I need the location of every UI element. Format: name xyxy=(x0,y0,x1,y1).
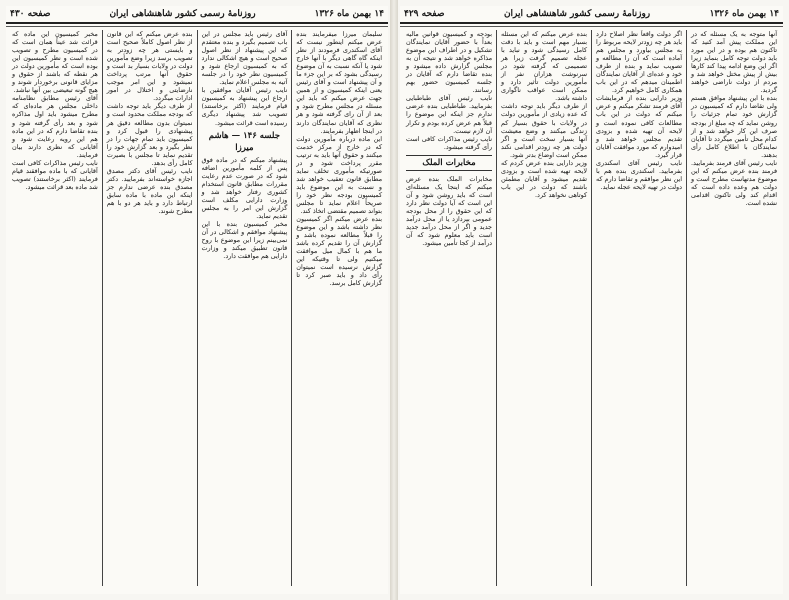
right-page xyxy=(400,6,783,594)
paragraph: سلیمان میرزا میفرمایند بنده عرض میکنم اینطور نیست که آقای اسکندری فرمودند از نظر اینکه گاه گاهی دیگر با آنها خارج شود یا آنکه نسبت به آن موضوع رسیدگی بشود که بر این جزء ما و آن پیشنهاد است و آقای رئیس یعنی اینکه کمیسیون و از همین جهت عرض میکنم که باید این مسئله در مجلس مطرح شود و بعد از آن رای گرفته شود و هر نظری که آقایان نمایندگان دارند در اینجا اظهار بفرمایند. xyxy=(296,30,382,135)
paragraph: از طرف دیگر باید توجه داشت که عده زیادی از مأمورین دولت در ولایات با حقوق بسیار کم زندگی میکنند و وضع معیشت آنها بسیار سخت است و اگر دولت هر چه زودتر اقدامی نکند ممکن است اوضاع بدتر شود. xyxy=(501,102,587,159)
paragraph: نایب رئیس آقای فرمند بفرمایید. فرمند بنده عرض میکنم که این موضوع مدتهاست مطرح است و دولت هم وعده داده است که اقدام کند ولی تاکنون اقدامی نشده است. xyxy=(691,158,777,207)
paragraph: بنده عرض میکنم که این مسئله بسیار مهم است و باید با دقت کامل رسیدگی شود و نباید با عجله تصمیم گرفت زیرا هر تصمیمی که گرفته شود در سرنوشت هزاران نفر از مأمورین دولت تأثیر دارد و ممکن است عواقب ناگواری داشته باشد. xyxy=(501,30,587,103)
left-column-3 xyxy=(103,30,198,586)
left-page-header xyxy=(6,6,388,24)
left-header-title: روزنامهٔ رسمی کشور شاهنشاهی ایران xyxy=(109,9,256,19)
section-subhead: مخابرات الملک xyxy=(406,155,492,171)
paragraph: بنده با این پیشنهاد موافق هستم ولی تقاضا دارم که کمیسیون در گزارش خود تمام جزئیات را روشن نماید که چه مبلغ از بودجه صرف این کار خواهد شد و از کدام محل تأمین میگردد تا آقایان نمایندگان با اطلاع کامل رأی بدهند. xyxy=(690,94,777,159)
paragraph: وزیر دارایی بنده عرض کردم که لایحه تهیه شده است و بزودی تقدیم میشود و آقایان مطمئن باشند که دولت در این باب کوتاهی نخواهد کرد. xyxy=(501,158,587,199)
right-column-1 xyxy=(687,30,781,586)
paragraph: این ماده درباره مأمورین دولت که در خارج از مرکز خدمت میکنند و حقوق آنها باید به ترتیب مقرر پرداخت شود و در صورتیکه مأموری تخلف نماید مطابق قانون تعقیب خواهد شد و نسبت به این موضوع باید کمیسیون بودجه نظر خود را صریحاً اعلام نماید تا مجلس بتواند تصمیم مقتضی اتخاذ کند. xyxy=(296,134,382,216)
left-page xyxy=(6,6,388,594)
paragraph: نایب رئیس آقای دکتر مصدق اجازه خواسته‌اند بفرمایید. دکتر مصدق بنده عرضی ندارم جز اینکه این ماده با ماده سابق ارتباط دارد و باید هر دو با هم مطرح شوند. xyxy=(106,166,193,216)
right-header-title: روزنامهٔ رسمی کشور شاهنشاهی ایران xyxy=(503,9,651,19)
page-gutter xyxy=(390,0,398,600)
left-column-1 xyxy=(292,30,386,586)
paragraph: وزیر دارایی بنده از فرمایشات آقای فرمند تشکر میکنم و عرض میکنم که دولت در این باب مطالعات کافی نموده است و لایحه آن تهیه شده و بزودی تقدیم مجلس خواهد شد و امیدوارم که مورد موافقت آقایان قرار گیرد. xyxy=(596,94,682,159)
right-column-2 xyxy=(592,30,687,586)
paragraph: بودجه و کمیسیون قوانین مالیه بعداً با حضور آقایان نمایندگان تشکیل و در اطراف این موضوع مذاکره خواهد شد و نتیجه آن به مجلس گزارش داده میشود و بنده تقاضا دارم که آقایان در جلسه کمیسیون حضور بهم رسانند. xyxy=(406,30,492,95)
left-header-page-number: صفحه ۴۳۰ xyxy=(10,9,51,19)
paragraph: نایب رئیس آقایان موافقین با ارجاع این پیشنهاد به کمیسیون قیام فرمایند (اکثر برخاستند) تصویب شد پیشنهاد دیگری رسیده است قرائت میشود. xyxy=(201,86,288,127)
right-page-columns xyxy=(402,30,781,586)
paragraph: نایب رئیس آقای طباطبایی بفرمایید. طباطبایی بنده عرضی ندارم جز اینکه این موضوع را قبلاً هم عرض کرده بودم و تکرار آن لازم نیست. xyxy=(406,94,492,135)
paragraph: پیشنهاد میکنم که در ماده فوق پس از کلمه مأمورین اضافه شود که در صورت عدم رعایت مقررات مطابق قانون استخدام کشوری رفتار خواهد شد و وزارت دارایی مکلف است گزارش این امر را به مجلس تقدیم نماید. xyxy=(201,155,288,220)
right-page-header xyxy=(400,6,783,24)
paragraph: مخابرات الملک بنده عرض میکنم که اینجا یک مسئله‌ای است که باید روشن شود و آن این است که آیا دولت نظر دارد که این حقوق را از محل بودجه عمومی بپردازد یا از محل درآمد جدید و اگر از محل درآمد جدید است باید معلوم شود که آن درآمد از کجا تأمین میشود. xyxy=(406,174,492,248)
paragraph: آقای رئیس باید مجلس در این باب تصمیم بگیرد و بنده معتقدم که این پیشنهاد از نظر اصول صحیح است و هیچ اشکالی ندارد که به کمیسیون ارجاع شود و کمیسیون نظر خود را در جلسه آتیه به مجلس اعلام نماید. xyxy=(201,30,288,87)
right-header-date: ۱۴ بهمن ماه ۱۳۲۶ xyxy=(709,9,779,19)
paragraph: نایب رئیس مذاکرات کافی است آقایانی که با ماده موافقند قیام فرمایند (اکثر برخاستند) تصویب شد ماده بعد قرائت میشود. xyxy=(12,158,98,191)
left-header-rule xyxy=(6,26,388,27)
left-header-date: ۱۴ بهمن ماه ۱۳۲۶ xyxy=(314,9,384,19)
paragraph: بنده عرض میکنم اگر کمیسیون نظر داشته باشد و این موضوع را قبلاً مطالعه نموده باشد و گزارش آن را تقدیم کرده باشد ما هم با کمال میل موافقت میکنیم ولی تا وقتیکه این گزارش نرسیده است نمیتوان رأی داد و باید صبر کرد تا گزارش کامل برسد. xyxy=(296,215,382,288)
paragraph: نایب رئیس آقای اسکندری بفرمایید. اسکندری بنده هم با این نظر موافقم و تقاضا دارم که دولت در تهیه لایحه عجله نماید. xyxy=(596,158,682,191)
right-header-page-number: صفحه ۴۲۹ xyxy=(404,9,445,19)
paragraph: مخبر کمیسیون بنده با این پیشنهاد موافقم و اشکالی در آن نمی‌بینم زیرا این موضوع با روح قانون تطبیق میکند و وزارت دارایی هم موافقت دارد. xyxy=(201,219,288,261)
paragraph: آنها متوجه به یک مسئله که در این مملکت پیش آمد کنید که تاکنون هم بوده و در این مورد باید دولت توجه کامل بنماید زیرا اگر این وضع ادامه پیدا کند کارها بیش از پیش مختل خواهد شد و مردم از دولت ناراضی خواهند گردید. xyxy=(691,30,777,95)
right-header-rule xyxy=(400,26,783,27)
left-page-columns xyxy=(8,30,386,586)
paragraph: مخبر کمیسیون این ماده که قرائت شد عیناً همان است که در کمیسیون مطرح و تصویب شده است و نظر کمیسیون این بوده است که مأمورین دولت در هر نقطه که باشند از حقوق و مزایای قانونی برخوردار شوند و هیچ گونه تبعیضی بین آنها نباشد. xyxy=(12,30,98,95)
section-subhead: جلسه ۱۴۶ — هاشم میرزا xyxy=(208,130,280,153)
paragraph: اگر دولت واقعاً نظر اصلاح دارد باید هر چه زودتر لایحه مربوط را به مجلس بیاورد و مجلس هم آماده است که آن را مطالعه و تصویب نماید و بنده از طرف خود و عده‌ای از آقایان نمایندگان اطمینان میدهم که در این باب همکاری کامل خواهیم کرد. xyxy=(596,30,682,95)
left-column-4 xyxy=(8,30,103,586)
right-column-3 xyxy=(497,30,592,586)
paragraph: نایب رئیس مذاکرات کافی است رأی گرفته میشود. xyxy=(406,134,492,151)
paragraph: از طرف دیگر باید توجه داشت که بودجه مملکت محدود است و نمیتوان بدون مطالعه دقیق هر پیشنهادی را قبول کرد و کمیسیون باید تمام جهات را در نظر بگیرد و بعد گزارش خود را تقدیم نماید تا مجلس با بصیرت کامل رأی بدهد. xyxy=(106,102,193,167)
paragraph: آقای رئیس مطابق نظامنامه داخلی مجلس هر ماده‌ای که مطرح میشود باید اول مذاکره شود و بعد رأی گرفته شود و بنده تقاضا دارم که در این ماده هم این رویه رعایت شود و آقایانی که نظری دارند بیان فرمایند. xyxy=(12,94,98,159)
paragraph: بنده عرض میکنم که این قانون از نظر اصول کاملاً صحیح است و بایستی هر چه زودتر به تصویب برسد زیرا وضع مأمورین دولت در ولایات بسیار بد است و حقوق آنها مرتب پرداخت نمیشود و این امر موجب نارضایتی و اختلال در امور ادارات میگردد. xyxy=(106,30,193,103)
left-column-2 xyxy=(198,30,293,586)
right-column-4 xyxy=(402,30,497,586)
